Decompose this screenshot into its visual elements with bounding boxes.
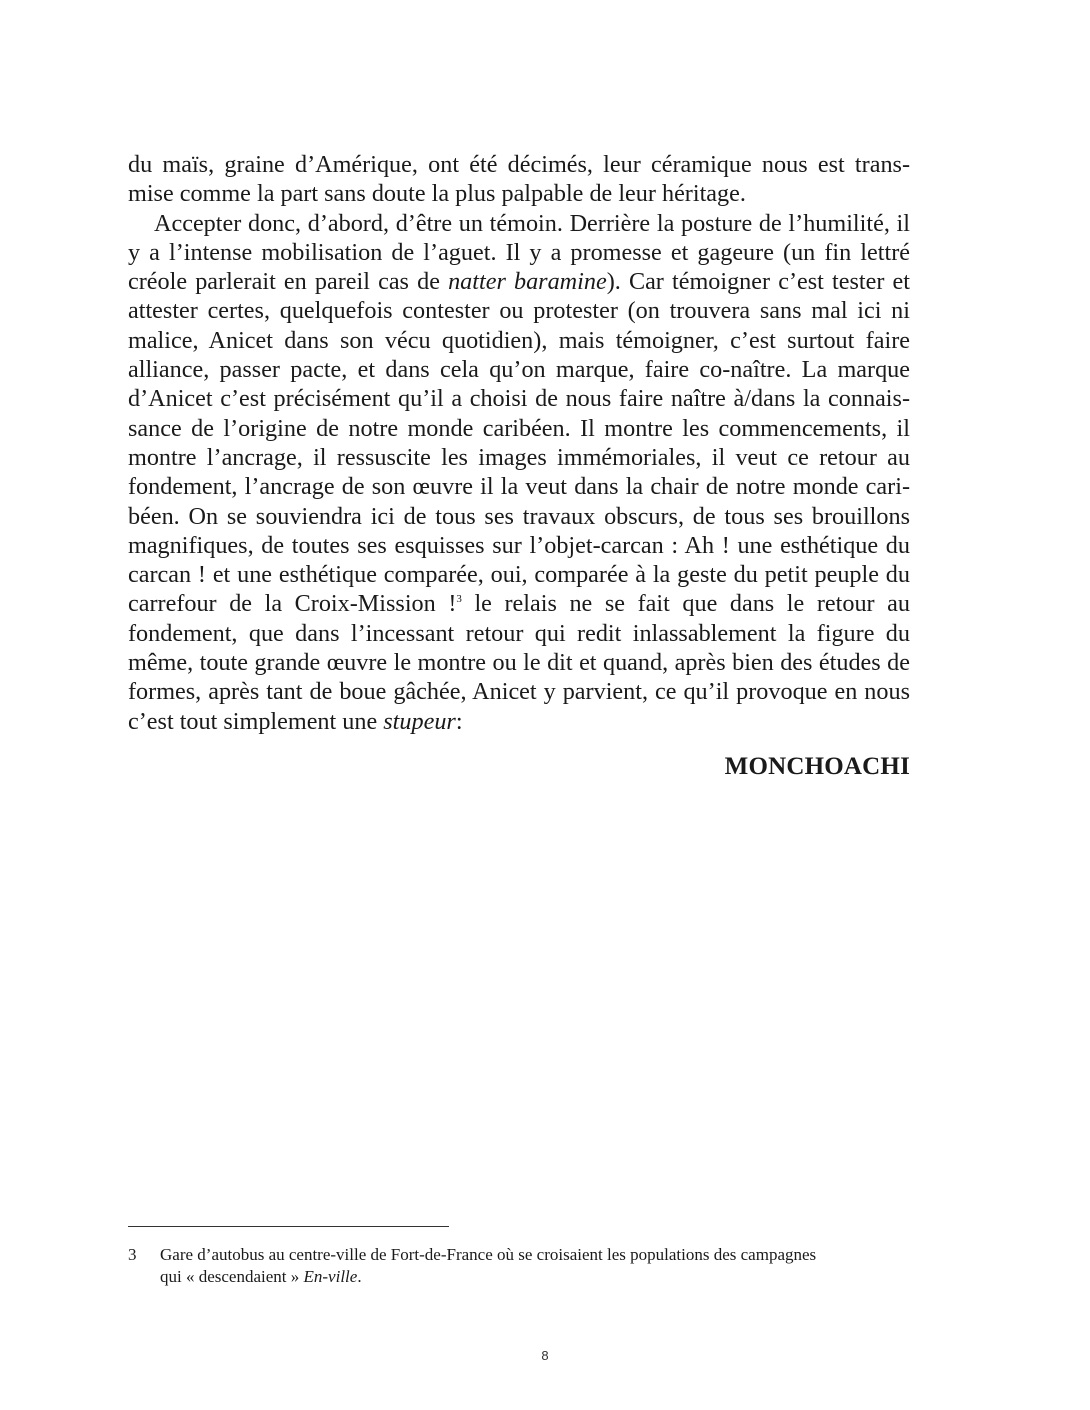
footnote-line-2: [160, 1266, 910, 1288]
footnote-number: 3: [128, 1245, 137, 1264]
paragraph-main: [128, 209, 910, 736]
footnote-line-2-end: .: [357, 1266, 362, 1286]
paragraph-text-part-3: le relais ne se fait que dans le retour au fondement, que dans l’incessant retour qui redit inlassablement la figure du même, toute grande œuvre le montre ou le dit et quand, après bien des études de formes, après tant de boue gâchée, Anicet y parvient, ce qu’il provoque en nous c’est tout simplement une: [128, 590, 910, 735]
paragraph-text-part-2: ). Car témoigner c’est tester et attester certes, quelquefois contester ou protester (on trouvera sans mal ici ni malice, Anicet dans son vécu quotidien), mais témoigner, c’est surtout faire alliance, passer pacte, et dans cela qu’on marque, faire co-naître. La marque d’Anicet c’est précisément qu’il a choisi de nous faire naître à/dans la connaissance de l’origine de notre monde caribéen. Il montre les commencements, il montre l’ancrage, il ressuscite les images immémoriales, il veut ce retour au fondement, l’ancrage de son œuvre il la veut dans la chair de notre monde caribéen. On se souviendra ici de tous ses travaux obscurs, de tous ses brouillons magnifiques, de toutes ses esquisses sur l’objet-carcan : Ah ! une esthétique du carcan ! et une esthétique comparée, oui, comparée à la geste du petit peuple du carrefour de la Croix-Mission !: [128, 268, 910, 618]
main-text-block: [128, 150, 910, 781]
paragraph-line-2: mise comme la part sans doute la plus palpable de leur héritage.: [128, 180, 746, 208]
footnote-reference: 3: [456, 593, 462, 606]
footnote-line-2-prefix: qui « descendaient »: [160, 1266, 304, 1286]
body-text: [128, 150, 910, 736]
footnote-italic-en-ville: En-ville: [303, 1266, 358, 1286]
footnote-divider: [128, 1226, 449, 1227]
author-signature: MONCHOACHI: [724, 752, 910, 780]
paragraph-line-1: du maïs, graine d’Amérique, ont été décimés, leur céramique nous est trans-: [128, 151, 910, 178]
italic-word-stupeur: stupeur: [383, 707, 456, 735]
paragraph-text-part-1: Accepter donc, d’abord, d’être un témoin. Derrière la posture de l’humilité, il y a l’intense mobilisation de l’aguet. Il y a promesse et gageure (un fin lettré créole parlerait en pareil cas de: [128, 209, 910, 296]
footnote: [128, 1244, 910, 1287]
italic-phrase-natter-baramine: natter baramine: [448, 268, 607, 296]
paragraph-continued: [128, 150, 910, 209]
footnote-text: [160, 1244, 910, 1287]
page-number: 8: [541, 1348, 549, 1363]
paragraph-end-punctuation: :: [455, 707, 463, 735]
footnote-line-1: Gare d’autobus au centre-ville de Fort-de-France où se croisaient les populations des campagnes: [160, 1245, 817, 1264]
